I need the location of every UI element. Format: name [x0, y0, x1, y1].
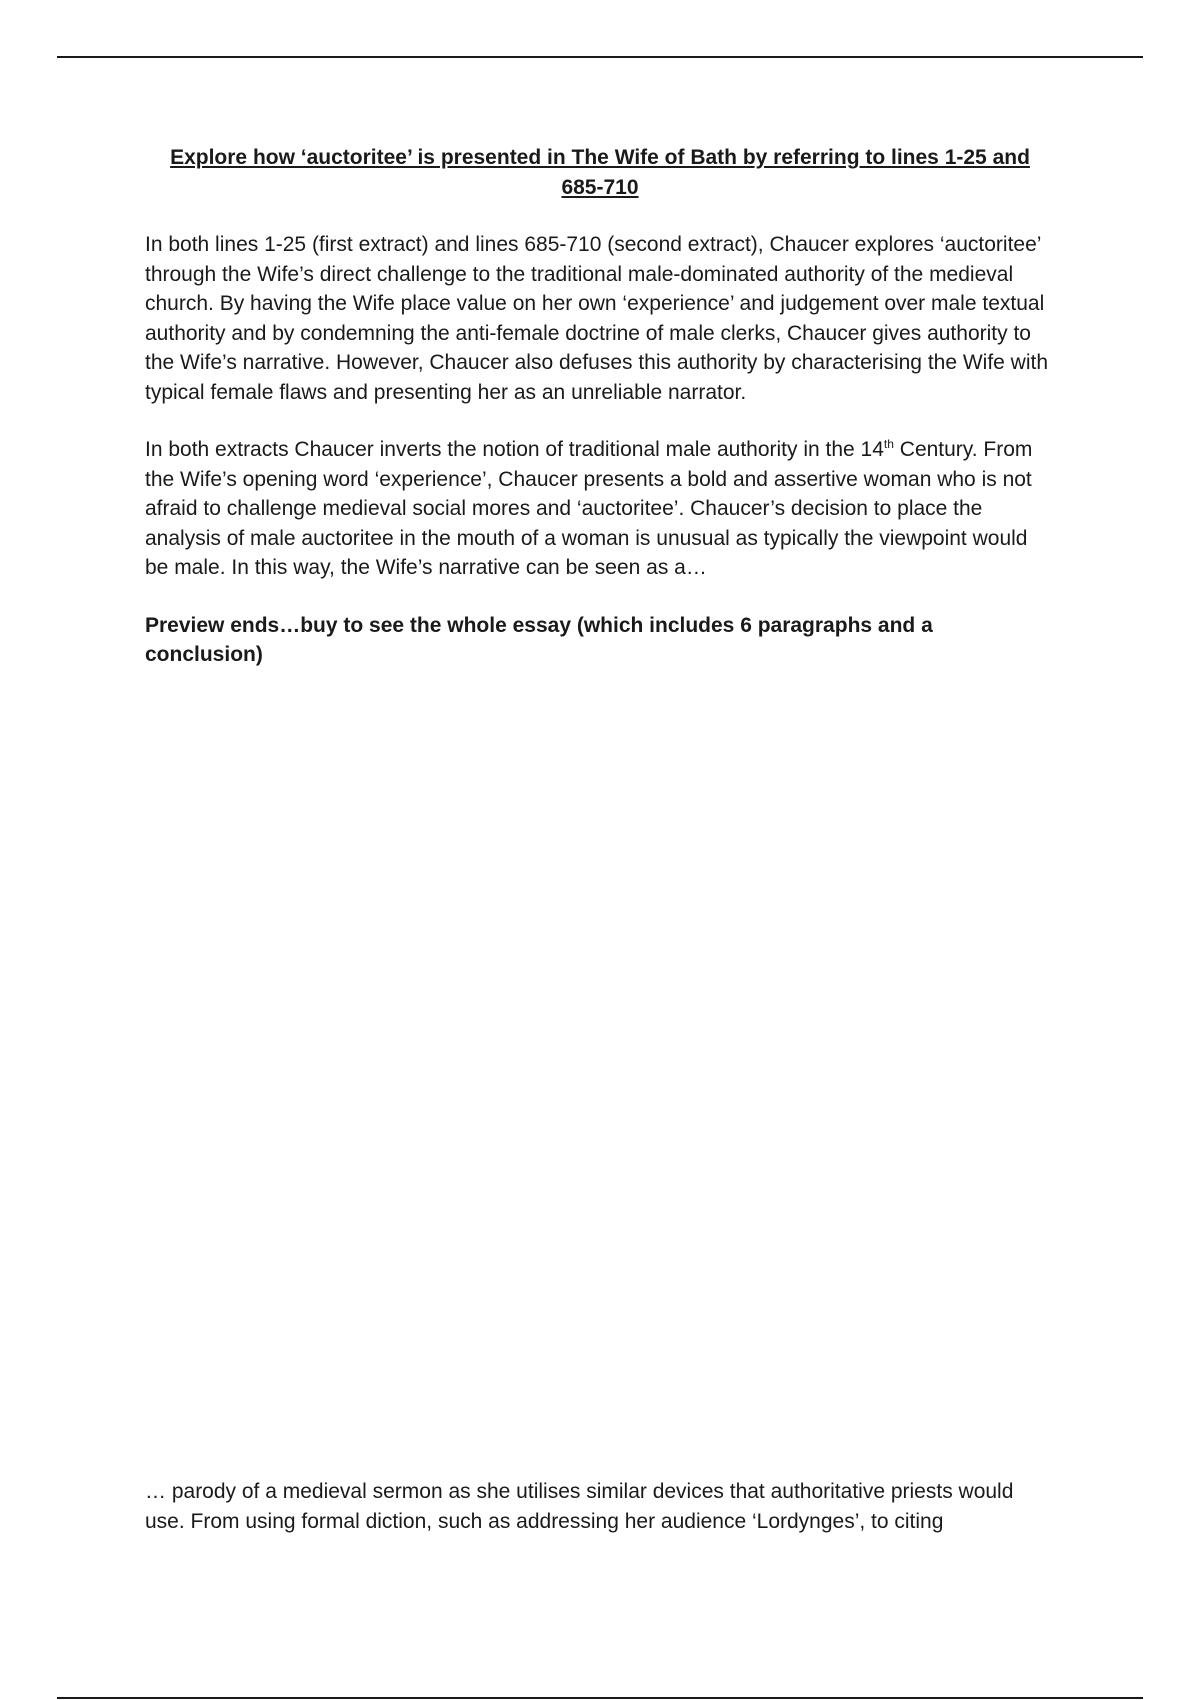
document-body — [145, 143, 1055, 670]
ordinal-superscript: th — [883, 437, 894, 451]
paragraph-second-text-a: In both extracts Chaucer inverts the notion of traditional male authority in the 14 — [145, 438, 884, 461]
paragraph-second — [145, 435, 1055, 583]
paragraph-intro: In both lines 1-25 (first extract) and lines 685-710 (second extract), Chaucer explores ‘auctoritee’ through the Wife’s direct challenge to the traditional male-dominated authority of the medieval church. By having the Wife place value on her own ‘experience’ and judgement over male textual authority and by condemning the anti-female doctrine of male clerks, Chaucer gives authority to the Wife’s narrative. However, Chaucer also defuses this authority by characterising the Wife with typical female flaws and presenting her as an unreliable narrator. — [145, 233, 1049, 404]
essay-title: Explore how ‘auctoritee’ is presented in The Wife of Bath by referring to lines 1-25 and 685-710 — [170, 146, 1030, 199]
preview-ends-notice: Preview ends…buy to see the whole essay (which includes 6 paragraphs and a conclusion) — [145, 613, 933, 666]
header-rule — [57, 56, 1143, 58]
paragraph-second-text-b: Century. From the Wife’s opening word ‘experience’, Chaucer presents a bold and assertive woman who is not afraid to challenge medieval social mores and ‘auctoritee’. Chaucer’s decision to place the analysis of male auctoritee in the mouth of a woman is unusual as typically the viewpoint would be male. In this way, the Wife’s narrative can be seen as a… — [145, 438, 1033, 579]
paragraph-continuation: … parody of a medieval sermon as she utilises similar devices that authoritative priests would use. From using formal diction, such as addressing her audience ‘Lordynges’, to citing — [145, 1480, 1014, 1533]
footer-rule — [57, 1697, 1143, 1699]
